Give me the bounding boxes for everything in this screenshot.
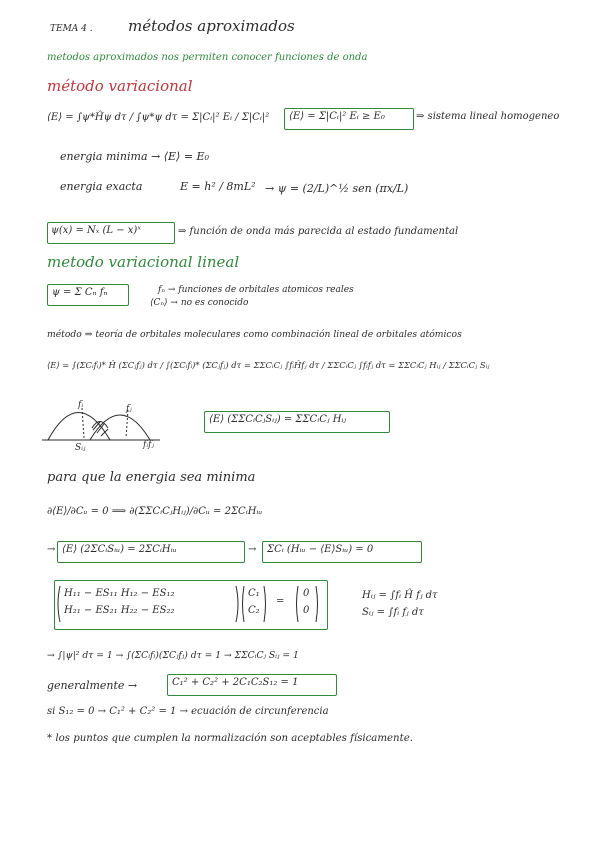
arrow-between: →: [248, 544, 257, 555]
linear-energy-box-text: ⟨E⟩ (ΣΣCᵢCⱼSᵢⱼ) = ΣΣCᵢCⱼ Hᵢⱼ: [209, 414, 347, 425]
minimum-condition: para que la energia sea minima: [47, 470, 256, 485]
circle-equation-line: si S₁₂ = 0 → C₁² + C₂² = 1 → ecuación de circunferencia: [47, 706, 329, 717]
homogeneous-system-note: ⇒ sistema lineal homogeneo: [416, 111, 560, 122]
matrix-row-1: H₁₁ − ES₁₁ H₁₂ − ES₁₂: [64, 588, 175, 599]
linear-energy-expression: ⟨E⟩ = ∫(ΣCᵢfᵢ)* Ĥ (ΣCⱼfⱼ) dτ / ∫(ΣCᵢfᵢ)* (ΣCⱼfⱼ) dτ = ΣΣCᵢCⱼ ∫fᵢĤfⱼ dτ / ΣΣCᵢCⱼ ∫fᵢfⱼ dτ = ΣΣCᵢCⱼ Hᵢⱼ / ΣΣCᵢCⱼ Sᵢⱼ: [47, 360, 490, 370]
final-note: * los puntos que cumplen la normalización son aceptables físicamente.: [47, 733, 413, 744]
general-normalization: C₁² + C₂² + 2C₁C₂S₁₂ = 1: [172, 677, 299, 688]
normalization-line: → ∫|ψ|² dτ = 1 → ∫(ΣCᵢfᵢ)(ΣCⱼfⱼ) dτ = 1 → ΣΣCᵢCⱼ Sᵢⱼ = 1: [47, 650, 299, 661]
secular-eq-2: ΣCᵢ (Hᵢᵤ − ⟨E⟩Sᵢᵤ) = 0: [267, 544, 374, 555]
coef-c2: C₂: [248, 605, 260, 616]
coef-c1: C₁: [248, 588, 260, 599]
matrix-row-2: H₂₁ − ES₂₁ H₂₂ − ES₂₂: [64, 605, 175, 616]
orbital-fi-curve: [48, 413, 110, 441]
zero-2: 0: [303, 605, 310, 616]
orbital-fj-curve: [90, 415, 150, 440]
linear-combination: ψ = Σ Cₙ fₙ: [52, 287, 108, 298]
energy-box-text: ⟨E⟩ = Σ|Cᵢ|² Eᵢ ≥ E₀: [289, 111, 385, 122]
zero-1: 0: [303, 588, 310, 599]
heading-variational: método variacional: [47, 77, 193, 95]
generally-label: generalmente →: [47, 679, 138, 692]
product-label: fᵢfⱼ: [143, 440, 154, 450]
arrow-prefix: →: [47, 544, 56, 555]
cn-note: ⟨Cₙ⟩ → no es conocido: [150, 298, 249, 308]
energy-expectation: ⟨E⟩ = ∫ψ*Ĥψ dτ / ∫ψ*ψ dτ = Σ|Cᵢ|² Eᵢ / Σ|Cᵢ|²: [47, 112, 270, 123]
secular-eq-1: ⟨E⟩ (2ΣCᵢSᵢᵤ) = 2ΣCᵢHᵢᵤ: [62, 544, 177, 555]
page-title: métodos aproximados: [128, 17, 295, 35]
trial-function: ψ(x) = Nₓ (L − x)ˣ: [51, 225, 141, 236]
exact-energy-formula: E = h² / 8mL²: [180, 180, 256, 193]
mo-theory-line: método ⇒ teoría de orbitales moleculares como combinación lineal de orbitales atómicos: [47, 329, 462, 340]
sij-definition: Sᵢⱼ = ∫fᵢ fⱼ dτ: [362, 607, 424, 618]
trial-function-note: ⇒ función de onda más parecida al estado fundamental: [178, 226, 459, 237]
exact-energy-label: energia exacta: [60, 180, 143, 193]
equals-sign: =: [276, 596, 285, 607]
tema-label: TEMA 4 .: [50, 24, 93, 34]
exact-wavefunction: → ψ = (2/L)^½ sen (πx/L): [265, 182, 409, 195]
heading-linear-variational: metodo variacional lineal: [47, 253, 240, 271]
orbital-fj-label: fⱼ: [126, 404, 132, 414]
fn-note: fₙ → funciones de orbitales atomicos reales: [158, 285, 354, 295]
intro-line: metodos aproximados nos permiten conocer funciones de onda: [47, 52, 368, 63]
orbital-fi-label: fᵢ: [78, 400, 84, 410]
minimum-energy-line: energia minima → ⟨E⟩ = E₀: [60, 150, 209, 163]
hij-definition: Hᵢⱼ = ∫fᵢ Ĥ fⱼ dτ: [362, 590, 438, 601]
derivative-condition: ∂⟨E⟩/∂Cᵤ = 0 ⟹ ∂(ΣΣCᵢCⱼHᵢⱼ)/∂Cᵤ = 2ΣCᵢHᵢᵤ: [47, 506, 263, 517]
overlap-label: Sᵢⱼ: [75, 443, 86, 453]
